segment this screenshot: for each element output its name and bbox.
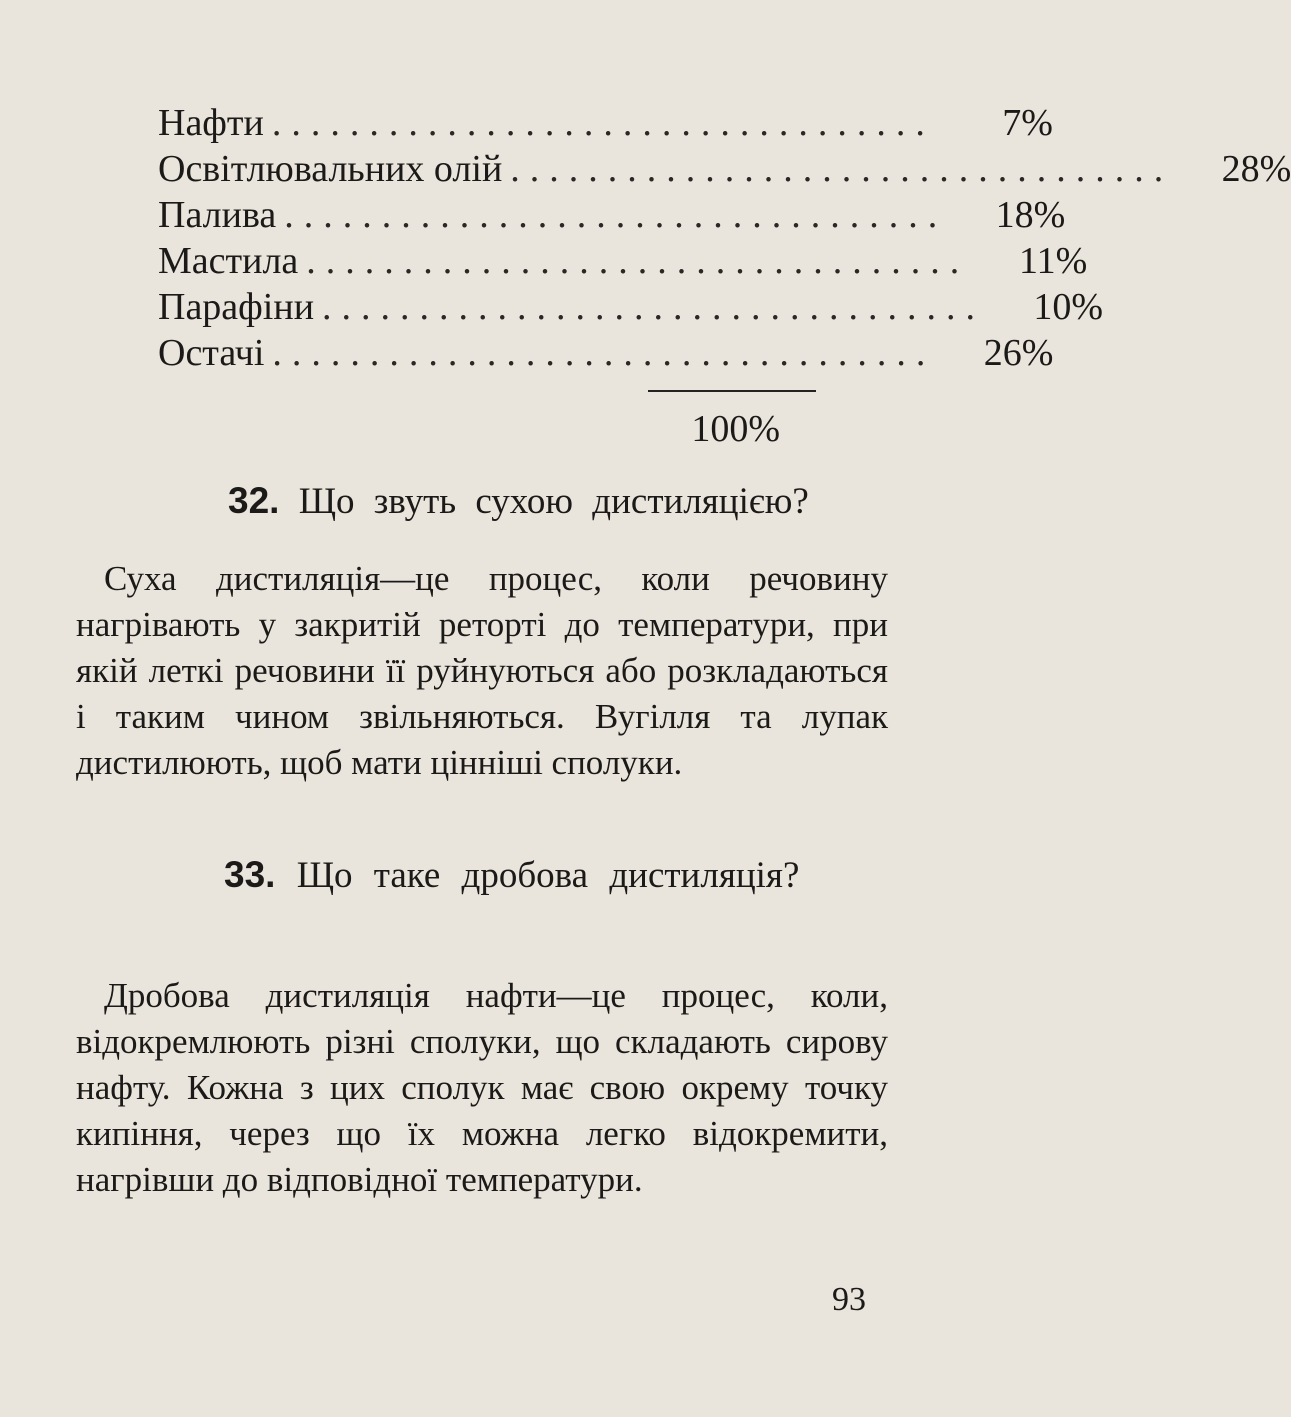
composition-row (158, 100, 1053, 146)
dot-leader: .................................. (272, 332, 936, 374)
row-value: 26% (983, 332, 1054, 374)
row-value: 11% (1019, 240, 1088, 282)
sum-rule (648, 390, 816, 392)
question-33 (188, 852, 888, 899)
answer-32: Суха дистиляція—це процес, коли речовину нагрівають у закритій реторті до температури, при якій леткі речовини її руйнуються або розкладаються і таким чином звільняються. Вугілля та лупак дистилюють, щоб мати цінніші сполуки. (76, 559, 888, 782)
page-number: 93 (832, 1281, 866, 1318)
composition-row (158, 146, 1291, 192)
dot-leader: .................................. (510, 148, 1174, 190)
total-value: 100% (691, 408, 780, 450)
row-label: Палива (158, 194, 277, 236)
dot-leader: .................................. (306, 240, 970, 282)
row-value: 28% (1221, 148, 1291, 190)
row-label: Нафти (158, 102, 264, 144)
answer-33: Дробова дистиляція нафти—це процес, коли, відокремлюють різні сполуки, що складають сирову нафту. Кожна з цих сполук має свою окрему точку кипіння, через що їх можна легко відокремити, нагрівши до відповідної температури. (76, 976, 888, 1199)
row-label: Освітлювальних олій (158, 148, 503, 190)
dot-leader: .................................. (284, 194, 948, 236)
row-value: 7% (1002, 102, 1053, 144)
row-value: 18% (995, 194, 1066, 236)
dot-leader: .................................. (271, 102, 935, 144)
row-label: Остачі (158, 332, 265, 374)
question-text: Що таке дробова дистиляція? (296, 855, 800, 896)
composition-row (158, 284, 1104, 330)
question-32 (228, 478, 888, 525)
composition-row (158, 330, 1054, 376)
dot-leader: .................................. (322, 286, 986, 328)
composition-table (158, 100, 1291, 450)
row-value: 10% (1033, 286, 1104, 328)
question-text: Що звуть сухою дистиляцією? (298, 481, 809, 522)
composition-row (158, 238, 1088, 284)
row-label: Мастила (158, 240, 299, 282)
question-number: 32. (228, 480, 280, 521)
composition-row (158, 192, 1066, 238)
question-number: 33. (224, 854, 276, 895)
row-label: Парафіни (158, 286, 315, 328)
